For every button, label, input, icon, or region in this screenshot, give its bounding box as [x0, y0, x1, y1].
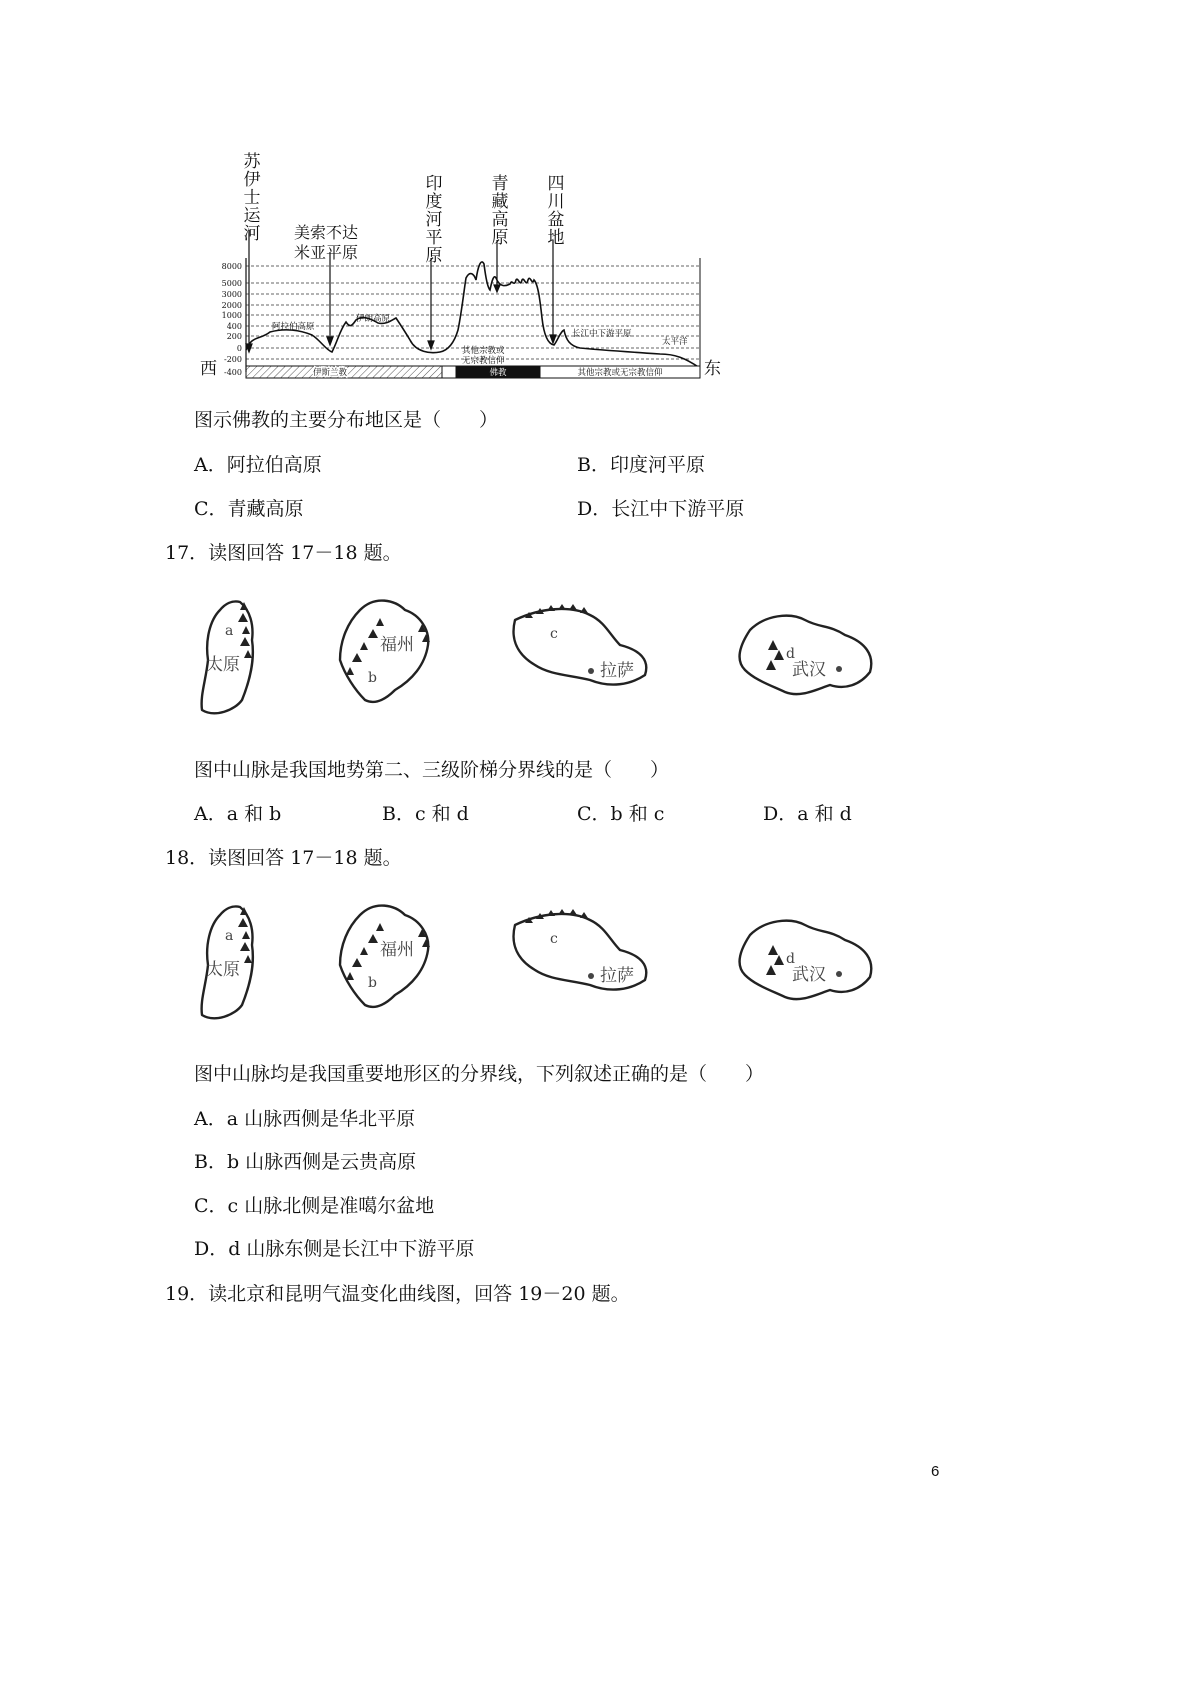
q16-option-a[interactable]: A．阿拉伯高原 [194, 454, 322, 476]
tick-3000: 3000 [221, 290, 242, 299]
label-pacific: 太平洋 [662, 337, 688, 347]
city-fuzhou-2: 福州 [380, 940, 414, 960]
label-yangtze-plain: 长江中下游平原 [572, 329, 632, 339]
tick-2000: 2000 [221, 301, 242, 310]
q17-stem: 图中山脉是我国地势第二、三级阶梯分界线的是（ ） [194, 759, 670, 781]
terrain-profile-figure [200, 140, 800, 420]
tick-5000: 5000 [221, 279, 242, 288]
bar-buddhism: 佛教 [489, 368, 507, 378]
city-lhasa-2: 拉萨 [600, 966, 634, 986]
city-wuhan: 武汉 [792, 660, 826, 680]
city-wuhan-2: 武汉 [792, 965, 826, 985]
q18-option-c[interactable]: C．c 山脉北侧是准噶尔盆地 [194, 1195, 435, 1217]
q16-option-d[interactable]: D．长江中下游平原 [577, 498, 745, 520]
label-east: 东 [704, 359, 721, 379]
label-other-religion-small-2: 无宗教信仰 [462, 356, 505, 366]
letter-d: d [786, 646, 795, 662]
q17-option-a[interactable]: A．a 和 b [194, 803, 282, 825]
letter-a: a [225, 623, 234, 639]
q18-stem: 图中山脉均是我国重要地形区的分界线，下列叙述正确的是（ ） [194, 1063, 765, 1085]
letter-c-2: c [550, 931, 558, 947]
q18-option-d[interactable]: D．d 山脉东侧是长江中下游平原 [194, 1238, 475, 1260]
label-arabian-plateau: 阿拉伯高原 [272, 322, 315, 332]
city-lhasa: 拉萨 [600, 661, 634, 681]
label-suez-canal: 苏伊士运河 [239, 152, 260, 242]
q18-intro: 18．读图回答 17－18 题。 [165, 847, 402, 869]
label-indus-plain: 印度河平原 [421, 174, 442, 264]
city-fuzhou: 福州 [380, 635, 414, 655]
tick-8000: 8000 [221, 262, 242, 271]
tick-400: 400 [226, 322, 242, 331]
letter-b: b [368, 670, 377, 686]
hubei-outline [740, 616, 872, 694]
label-west: 西 [200, 359, 217, 379]
q18-option-a[interactable]: A．a 山脉西侧是华北平原 [194, 1108, 416, 1130]
letter-a-2: a [225, 928, 234, 944]
province-maps-row-2 [180, 885, 900, 1035]
province-maps-row-1 [180, 580, 900, 730]
label-mesopotamia-line2: 米亚平原 [294, 243, 359, 262]
city-taiyuan-2: 太原 [206, 960, 240, 980]
q17-option-c[interactable]: C．b 和 c [577, 803, 665, 825]
q18-option-b[interactable]: B．b 山脉西侧是云贵高原 [194, 1151, 417, 1173]
q17-option-d[interactable]: D．a 和 d [763, 803, 852, 825]
bar-other-religion: 其他宗教或无宗教信仰 [577, 368, 663, 378]
profile-chart [200, 140, 800, 420]
tick-0: 0 [236, 344, 242, 353]
tick-200: 200 [226, 332, 242, 341]
tick-minus200: -200 [224, 355, 242, 364]
label-tibetan-plateau: 青藏高原 [487, 174, 508, 246]
bar-islam: 伊斯兰教 [312, 368, 348, 378]
label-iranian-plateau: 伊朗高原 [356, 314, 391, 324]
city-taiyuan: 太原 [206, 655, 240, 675]
q17-option-b[interactable]: B．c 和 d [382, 803, 469, 825]
q17-intro: 17．读图回答 17－18 题。 [165, 542, 402, 564]
label-mesopotamia-line1: 美索不达 [294, 223, 359, 242]
letter-d-2: d [786, 951, 795, 967]
q16-option-b[interactable]: B．印度河平原 [577, 454, 705, 476]
tick-minus400: -400 [224, 368, 242, 377]
tick-1000: 1000 [221, 311, 242, 320]
label-other-religion-small-1: 其他宗教或 [462, 346, 505, 356]
page-number: 6 [931, 1463, 940, 1480]
label-sichuan-basin: 四川盆地 [543, 174, 564, 246]
q16-option-c[interactable]: C．青藏高原 [194, 498, 304, 520]
letter-b-2: b [368, 975, 377, 991]
q19-intro: 19．读北京和昆明气温变化曲线图，回答 19－20 题。 [165, 1283, 630, 1305]
letter-c: c [550, 626, 558, 642]
q16-stem: 图示佛教的主要分布地区是（ ） [194, 409, 499, 431]
